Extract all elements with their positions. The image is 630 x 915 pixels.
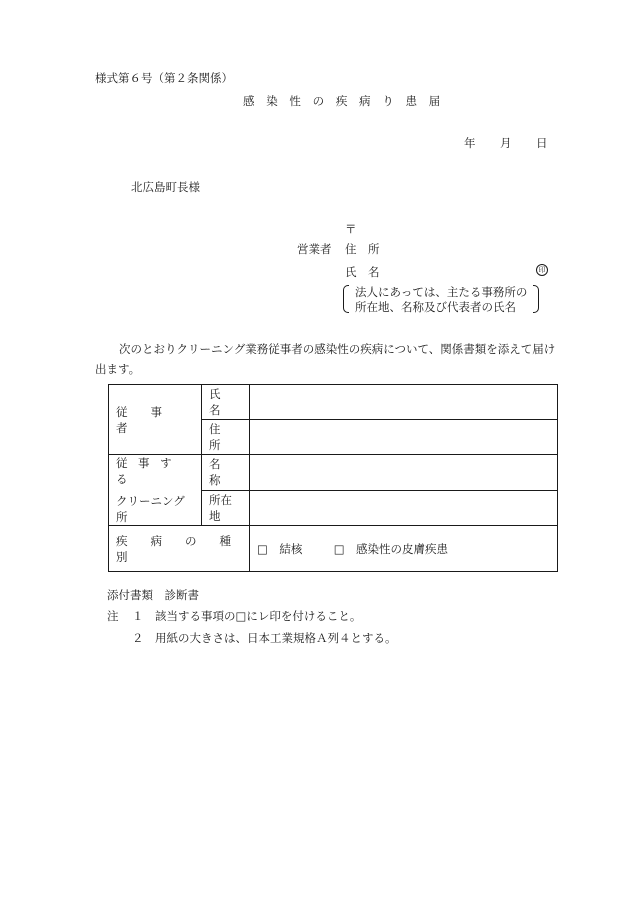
worker-name-field[interactable] — [250, 385, 558, 420]
left-bracket — [343, 285, 349, 313]
note-2-number: ２ — [132, 631, 144, 645]
report-table — [108, 384, 558, 572]
date-year: 年 — [464, 136, 476, 150]
table-row — [109, 526, 558, 572]
note-line-1: 法人にあっては、主たる事務所の — [355, 285, 528, 299]
note-2-text: 用紙の大きさは、日本工業規格Ａ列４とする。 — [155, 631, 397, 645]
worker-label: 従 事 者 — [109, 385, 202, 455]
name-label: 氏 名 — [345, 265, 380, 279]
shop-label-line-2: クリーニング所 — [116, 494, 185, 524]
table-row — [109, 455, 558, 491]
worker-name-label: 氏 名 — [202, 385, 250, 420]
address-label: 住 所 — [345, 242, 380, 256]
right-bracket — [533, 285, 539, 313]
date-day: 日 — [536, 136, 548, 150]
worker-address-label: 住 所 — [202, 420, 250, 455]
addressee: 北広島町長様 — [131, 180, 200, 194]
table-row — [109, 385, 558, 420]
option-tuberculosis-checkbox[interactable]: □ 結核 — [257, 541, 303, 556]
body-line-2: 出ます。 — [95, 362, 141, 376]
postal-mark: 〒 — [345, 222, 357, 236]
form-number: 様式第６号（第２条関係） — [95, 71, 233, 85]
note-line-2: 所在地、名称及び代表者の氏名 — [355, 300, 516, 314]
attachments: 添付書類 診断書 — [107, 588, 199, 602]
note-1-number: １ — [132, 609, 144, 623]
disease-label: 疾 病 の 種 別 — [109, 526, 250, 572]
shop-name-label: 名 称 — [202, 455, 250, 491]
applicant-note — [343, 284, 539, 314]
shop-location-field[interactable] — [250, 490, 558, 526]
worker-address-field[interactable] — [250, 420, 558, 455]
page-title: 感 染 性 の 疾 病 り 患 届 — [243, 94, 445, 108]
shop-label-line-1: 従 事 す る — [116, 456, 176, 486]
shop-location-label: 所在地 — [202, 490, 250, 526]
option-skin-disease-checkbox[interactable]: □ 感染性の皮膚疾患 — [333, 541, 449, 556]
shop-label — [109, 455, 202, 526]
seal-mark: 印 — [536, 264, 548, 276]
body-line-1: 次のとおりクリーニング業務従事者の感染性の疾病について、関係書類を添えて届け — [119, 342, 556, 356]
note-prefix: 注 — [107, 609, 119, 623]
date-month: 月 — [500, 136, 512, 150]
shop-name-field[interactable] — [250, 455, 558, 491]
business-label: 営業者 — [297, 242, 332, 256]
note-1-text: 該当する事項の□にレ印を付けること。 — [155, 609, 362, 623]
disease-options — [250, 526, 558, 572]
